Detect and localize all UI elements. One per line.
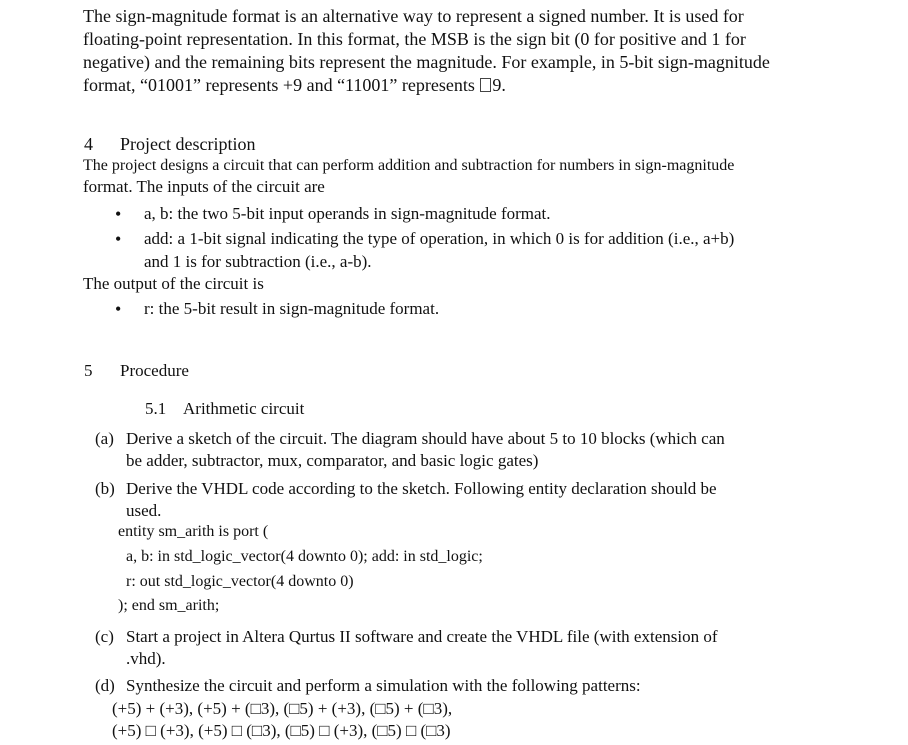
item-c-label: (c) bbox=[95, 627, 114, 646]
subsection-title: Arithmetic circuit bbox=[183, 399, 305, 418]
section-4-title: Project description bbox=[120, 134, 256, 154]
bullet-input-add: add: a 1-bit signal indicating the type of operation, in which 0 is for addition (i.e., a+b) bbox=[144, 229, 735, 248]
section-4-number: 4 bbox=[84, 134, 93, 154]
item-c-line-1: Start a project in Altera Qurtus II software and create the VHDL file (with extension of bbox=[126, 627, 718, 646]
patterns-row-2: (+5) □ (+3), (+5) □ (□3), (□5) □ (+3), (□5) □ (□3) bbox=[112, 721, 451, 740]
output-intro: The output of the circuit is bbox=[83, 274, 264, 293]
section-4-line-2: format. The inputs of the circuit are bbox=[83, 177, 325, 196]
intro-line-4-tail: 9. bbox=[492, 75, 506, 95]
item-d-line: Synthesize the circuit and perform a simulation with the following patterns: bbox=[126, 676, 641, 695]
patterns-row-1: (+5) + (+3), (+5) + (□3), (□5) + (+3), (□5) + (□3), bbox=[112, 699, 453, 718]
section-4-line-1: The project designs a circuit that can perform addition and subtraction for numbers in sign-magnitude bbox=[83, 157, 735, 174]
code-line-4: ); end sm_arith; bbox=[118, 597, 220, 614]
code-line-3: r: out std_logic_vector(4 downto 0) bbox=[126, 573, 354, 590]
bullet-dot: • bbox=[115, 229, 122, 249]
bullet-dot: • bbox=[115, 299, 122, 319]
code-line-2: a, b: in std_logic_vector(4 downto 0); add: in std_logic; bbox=[126, 548, 483, 565]
item-a-label: (a) bbox=[95, 429, 114, 448]
intro-line-4 bbox=[83, 74, 506, 97]
item-a-line-1: Derive a sketch of the circuit. The diagram should have about 5 to 10 blocks (which can bbox=[126, 429, 725, 448]
item-c-line-2: .vhd). bbox=[126, 649, 166, 668]
item-d-label: (d) bbox=[95, 676, 115, 695]
intro-line-4-text: format, “01001” represents +9 and “11001” represents bbox=[83, 75, 480, 95]
section-5-title: Procedure bbox=[120, 361, 189, 380]
subsection-number: 5.1 bbox=[145, 399, 167, 418]
item-b-label: (b) bbox=[95, 479, 115, 498]
intro-line-2: floating-point representation. In this format, the MSB is the sign bit (0 for positive and 1 for bbox=[83, 29, 746, 49]
bullet-dot: • bbox=[115, 204, 122, 224]
bullet-inputs-ab: a, b: the two 5-bit input operands in sign-magnitude format. bbox=[144, 204, 551, 223]
item-b-line-2: used. bbox=[126, 501, 162, 520]
missing-glyph-icon bbox=[480, 78, 491, 92]
intro-line-3: negative) and the remaining bits represent the magnitude. For example, in 5-bit sign-magnitude bbox=[83, 52, 770, 72]
item-a-line-2: be adder, subtractor, mux, comparator, and basic logic gates) bbox=[126, 451, 539, 470]
item-b-line-1: Derive the VHDL code according to the sketch. Following entity declaration should be bbox=[126, 479, 717, 498]
bullet-input-add-cont: and 1 is for subtraction (i.e., a-b). bbox=[144, 252, 372, 271]
code-line-1: entity sm_arith is port ( bbox=[118, 523, 269, 540]
bullet-output-r: r: the 5-bit result in sign-magnitude format. bbox=[144, 299, 440, 318]
intro-line-1: The sign-magnitude format is an alternative way to represent a signed number. It is used for bbox=[83, 6, 744, 26]
section-5-number: 5 bbox=[84, 361, 93, 380]
